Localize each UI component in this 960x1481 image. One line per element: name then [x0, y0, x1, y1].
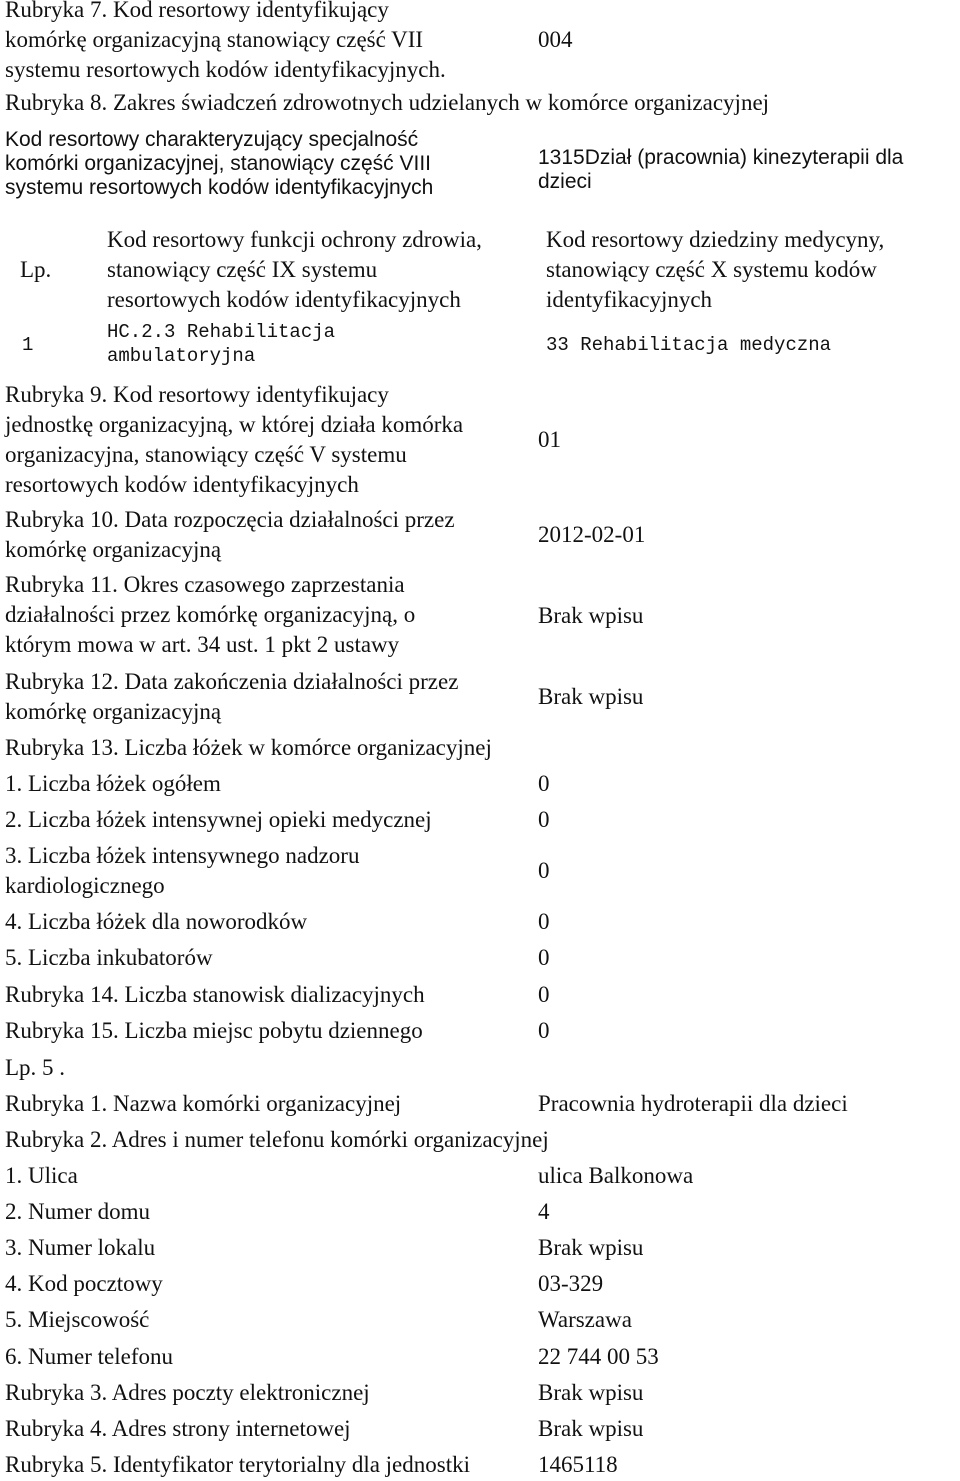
- house-number-label: 2. Numer domu: [5, 1199, 151, 1224]
- header-line: stanowiący część IX systemu: [107, 257, 378, 282]
- rubryka-8-heading: Rubryka 8. Zakres świadczeń zdrowotnych udzielanych w komórce organizacyjnej: [5, 90, 770, 115]
- label-line: działalności przez komórkę organizacyjną, o: [5, 602, 416, 627]
- label-line: Rubryka 9. Kod resortowy identyfikujacy: [5, 382, 389, 407]
- rubryka-7-label-line: komórkę organizacyjną stanowiący część VII: [5, 27, 424, 52]
- city-value: Warszawa: [538, 1307, 632, 1332]
- incubators-value: 0: [538, 945, 550, 970]
- rubryka-8-specialty-value: [538, 146, 903, 194]
- incubators-label: 5. Liczba inkubatorów: [5, 945, 213, 970]
- beds-newborn-value: 0: [538, 909, 550, 934]
- rubryka-2-heading: Rubryka 2. Adres i numer telefonu komórki organizacyjnej: [5, 1127, 549, 1152]
- rubryka-4-value: Brak wpisu: [538, 1416, 644, 1441]
- table-header-domain-code: [546, 225, 884, 315]
- label-line: którym mowa w art. 34 ust. 1 pkt 2 ustawy: [5, 632, 400, 657]
- specialty-label-line: Kod resortowy charakteryzujący specjalność: [5, 128, 419, 151]
- label-line: Rubryka 11. Okres czasowego zaprzestania: [5, 572, 405, 597]
- rubryka-10-label: [5, 505, 455, 565]
- postal-code-label: 4. Kod pocztowy: [5, 1271, 163, 1296]
- rubryka-7-label-line: Rubryka 7. Kod resortowy identyfikujący: [5, 0, 389, 22]
- rubryka-3-value: Brak wpisu: [538, 1380, 644, 1405]
- rubryka-15-value: 0: [538, 1018, 550, 1043]
- rubryka-15-label: Rubryka 15. Liczba miejsc pobytu dziennego: [5, 1018, 423, 1043]
- beds-newborn-label: 4. Liczba łóżek dla noworodków: [5, 909, 308, 934]
- specialty-value-line: dzieci: [538, 170, 592, 193]
- label-line: kardiologicznego: [5, 873, 165, 898]
- header-line: identyfikacyjnych: [546, 287, 713, 312]
- label-line: organizacyjna, stanowiący część V systemu: [5, 442, 407, 467]
- table-row-domain-code: 33 Rehabilitacja medyczna: [546, 334, 832, 356]
- beds-cardio-value: 0: [538, 858, 550, 883]
- rubryka-5-value: 1465118: [538, 1452, 618, 1477]
- beds-cardio-label: [5, 841, 359, 901]
- rubryka-11-value: Brak wpisu: [538, 603, 644, 628]
- beds-icu-value: 0: [538, 807, 550, 832]
- beds-icu-label: 2. Liczba łóżek intensywnej opieki medycznej: [5, 807, 432, 832]
- label-line: Rubryka 12. Data zakończenia działalności przez: [5, 669, 459, 694]
- header-line: Kod resortowy funkcji ochrony zdrowia,: [107, 227, 482, 252]
- street-value: ulica Balkonowa: [538, 1163, 694, 1188]
- house-number-value: 4: [538, 1199, 550, 1224]
- rubryka-14-value: 0: [538, 982, 550, 1007]
- label-line: komórkę organizacyjną: [5, 699, 222, 724]
- rubryka-9-label: [5, 380, 463, 500]
- phone-value: 22 744 00 53: [538, 1344, 659, 1369]
- street-label: 1. Ulica: [5, 1163, 78, 1188]
- table-header-lp: Lp.: [20, 257, 52, 282]
- label-line: resortowych kodów identyfikacyjnych: [5, 472, 359, 497]
- unit-number-value: Brak wpisu: [538, 1235, 644, 1260]
- rubryka-13-heading: Rubryka 13. Liczba łóżek w komórce organizacyjnej: [5, 735, 492, 760]
- postal-code-value: 03-329: [538, 1271, 604, 1296]
- header-line: stanowiący część X systemu kodów: [546, 257, 877, 282]
- rubryka-12-label: [5, 667, 458, 727]
- rubryka-8-specialty-label: [5, 128, 433, 200]
- table-row-function-code: [107, 320, 335, 368]
- unit-number-label: 3. Numer lokalu: [5, 1235, 156, 1260]
- row-line: ambulatoryjna: [107, 345, 256, 367]
- beds-total-value: 0: [538, 771, 550, 796]
- row-line: HC.2.3 Rehabilitacja: [107, 321, 336, 343]
- specialty-value-line: 1315Dział (pracownia) kinezyterapii dla: [538, 146, 904, 169]
- rubryka-7-label: [5, 0, 446, 85]
- rubryka-12-value: Brak wpisu: [538, 684, 644, 709]
- rubryka-7-label-line: systemu resortowych kodów identyfikacyjnych.: [5, 57, 446, 82]
- specialty-label-line: systemu resortowych kodów identyfikacyjnych: [5, 176, 434, 199]
- city-label: 5. Miejscowość: [5, 1307, 150, 1332]
- rubryka-5-label: Rubryka 5. Identyfikator terytorialny dla jednostki: [5, 1452, 470, 1477]
- rubryka-11-label: [5, 570, 415, 660]
- label-line: jednostkę organizacyjną, w której działa komórka: [5, 412, 464, 437]
- header-line: resortowych kodów identyfikacyjnych: [107, 287, 461, 312]
- rubryka-4-label: Rubryka 4. Adres strony internetowej: [5, 1416, 351, 1441]
- rubryka-1-label: Rubryka 1. Nazwa komórki organizacyjnej: [5, 1091, 402, 1116]
- label-line: 3. Liczba łóżek intensywnego nadzoru: [5, 843, 360, 868]
- rubryka-9-value: 01: [538, 427, 561, 452]
- table-header-function-code: [107, 225, 482, 315]
- header-line: Kod resortowy dziedziny medycyny,: [546, 227, 885, 252]
- beds-total-label: 1. Liczba łóżek ogółem: [5, 771, 221, 796]
- label-line: Rubryka 10. Data rozpoczęcia działalności przez: [5, 507, 455, 532]
- label-line: komórkę organizacyjną: [5, 537, 222, 562]
- record-number: Lp. 5 .: [5, 1055, 66, 1080]
- rubryka-7-value: 004: [538, 27, 573, 52]
- specialty-label-line: komórki organizacyjnej, stanowiący część VIII: [5, 152, 431, 175]
- rubryka-14-label: Rubryka 14. Liczba stanowisk dializacyjnych: [5, 982, 425, 1007]
- phone-label: 6. Numer telefonu: [5, 1344, 173, 1369]
- rubryka-1-value: Pracownia hydroterapii dla dzieci: [538, 1091, 848, 1116]
- table-row-lp: 1: [22, 334, 34, 356]
- rubryka-10-value: 2012-02-01: [538, 522, 646, 547]
- rubryka-3-label: Rubryka 3. Adres poczty elektronicznej: [5, 1380, 370, 1405]
